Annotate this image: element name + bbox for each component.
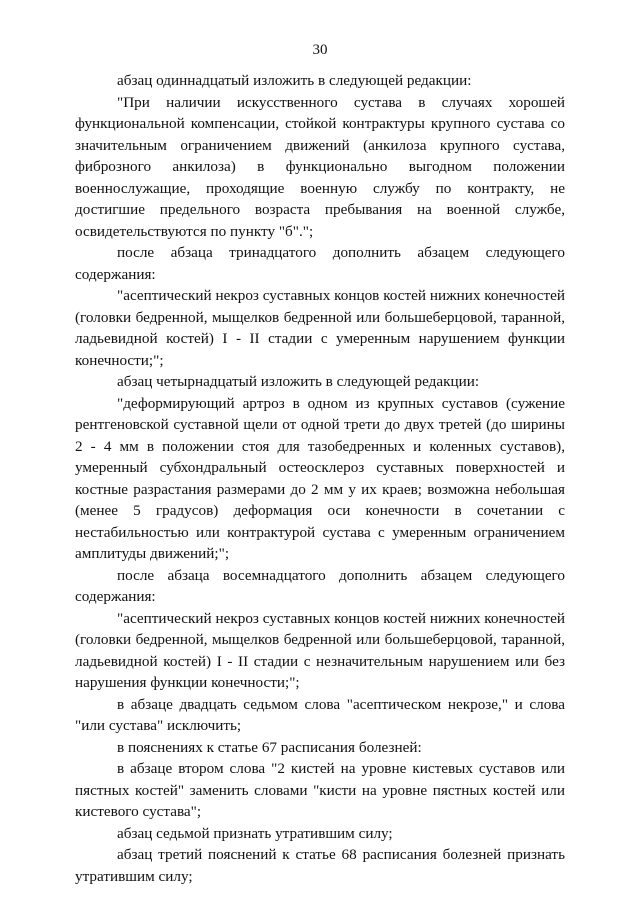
page-number: 30 [312, 42, 328, 58]
paragraph-10: в пояснениях к статье 67 расписания болезней: [117, 738, 422, 756]
paragraph-5: абзац четырнадцатый изложить в следующей редакции: [117, 373, 480, 390]
paragraph-11: в абзаце втором слова "2 кистей на уровне кистевых суставов или пястных костей" заменить словами "кисти на уровне пястных костей или кистевого сустава"; [75, 760, 565, 820]
paragraph-8: "асептический некроз суставных концов костей нижних конечностей (головки бедренной, мыщелков бедренной или большеберцовой, таранной, ладьевидной костей) I - II стадии с незначительным нарушением или без нарушения функции конечности;"; [75, 609, 565, 691]
paragraph-6: "деформирующий артроз в одном из крупных суставов (сужение рентгеновской суставной щели от одной трети до двух третей (до ширины 2 - 4 мм в положении стоя для тазобедренных и коленных суставов), умеренный субхондральный остеосклероз суставных поверхностей и костные разрастания размерами до 2 мм у их краев; возможна небольшая (менее 5 градусов) деформация оси конечности в сочетании с нестабильностью или контрактурой сустава с умеренным ограничением амплитуды движений;"; [75, 394, 565, 562]
paragraph-3: после абзаца тринадцатого дополнить абзацем следующего содержания: [75, 244, 565, 283]
paragraph-2: "При наличии искусственного сустава в случаях хорошей функциональной компенсации, стойкой контрактуры крупного сустава со значительным ограничением движений (анкилоза крупного сустава, фиброзного анкилоза) в функционально выгодном положении военнослужащие, проходящие военную службу по контракту, не достигшие предельного возраста пребывания на военной службе, освидетельствуются по пункту "б"."; [75, 93, 565, 240]
paragraph-4: "асептический некроз суставных концов костей нижних конечностей (головки бедренной, мыщелков бедренной или большеберцовой, таранной, ладьевидной костей) I - II стадии с умеренным нарушением функции конечности;"; [75, 287, 565, 369]
paragraph-7: после абзаца восемнадцатого дополнить абзацем следующего содержания: [75, 566, 565, 605]
document-body [75, 70, 565, 887]
paragraph-1: абзац одиннадцатый изложить в следующей редакции: [117, 72, 472, 89]
paragraph-13: абзац третий пояснений к статье 68 расписания болезней признать утратившим силу; [75, 846, 565, 885]
paragraph-12: абзац седьмой признать утратившим силу; [117, 824, 393, 842]
paragraph-9: в абзаце двадцать седьмом слова "асептическом некрозе," и слова "или сустава" исключить; [75, 695, 565, 734]
